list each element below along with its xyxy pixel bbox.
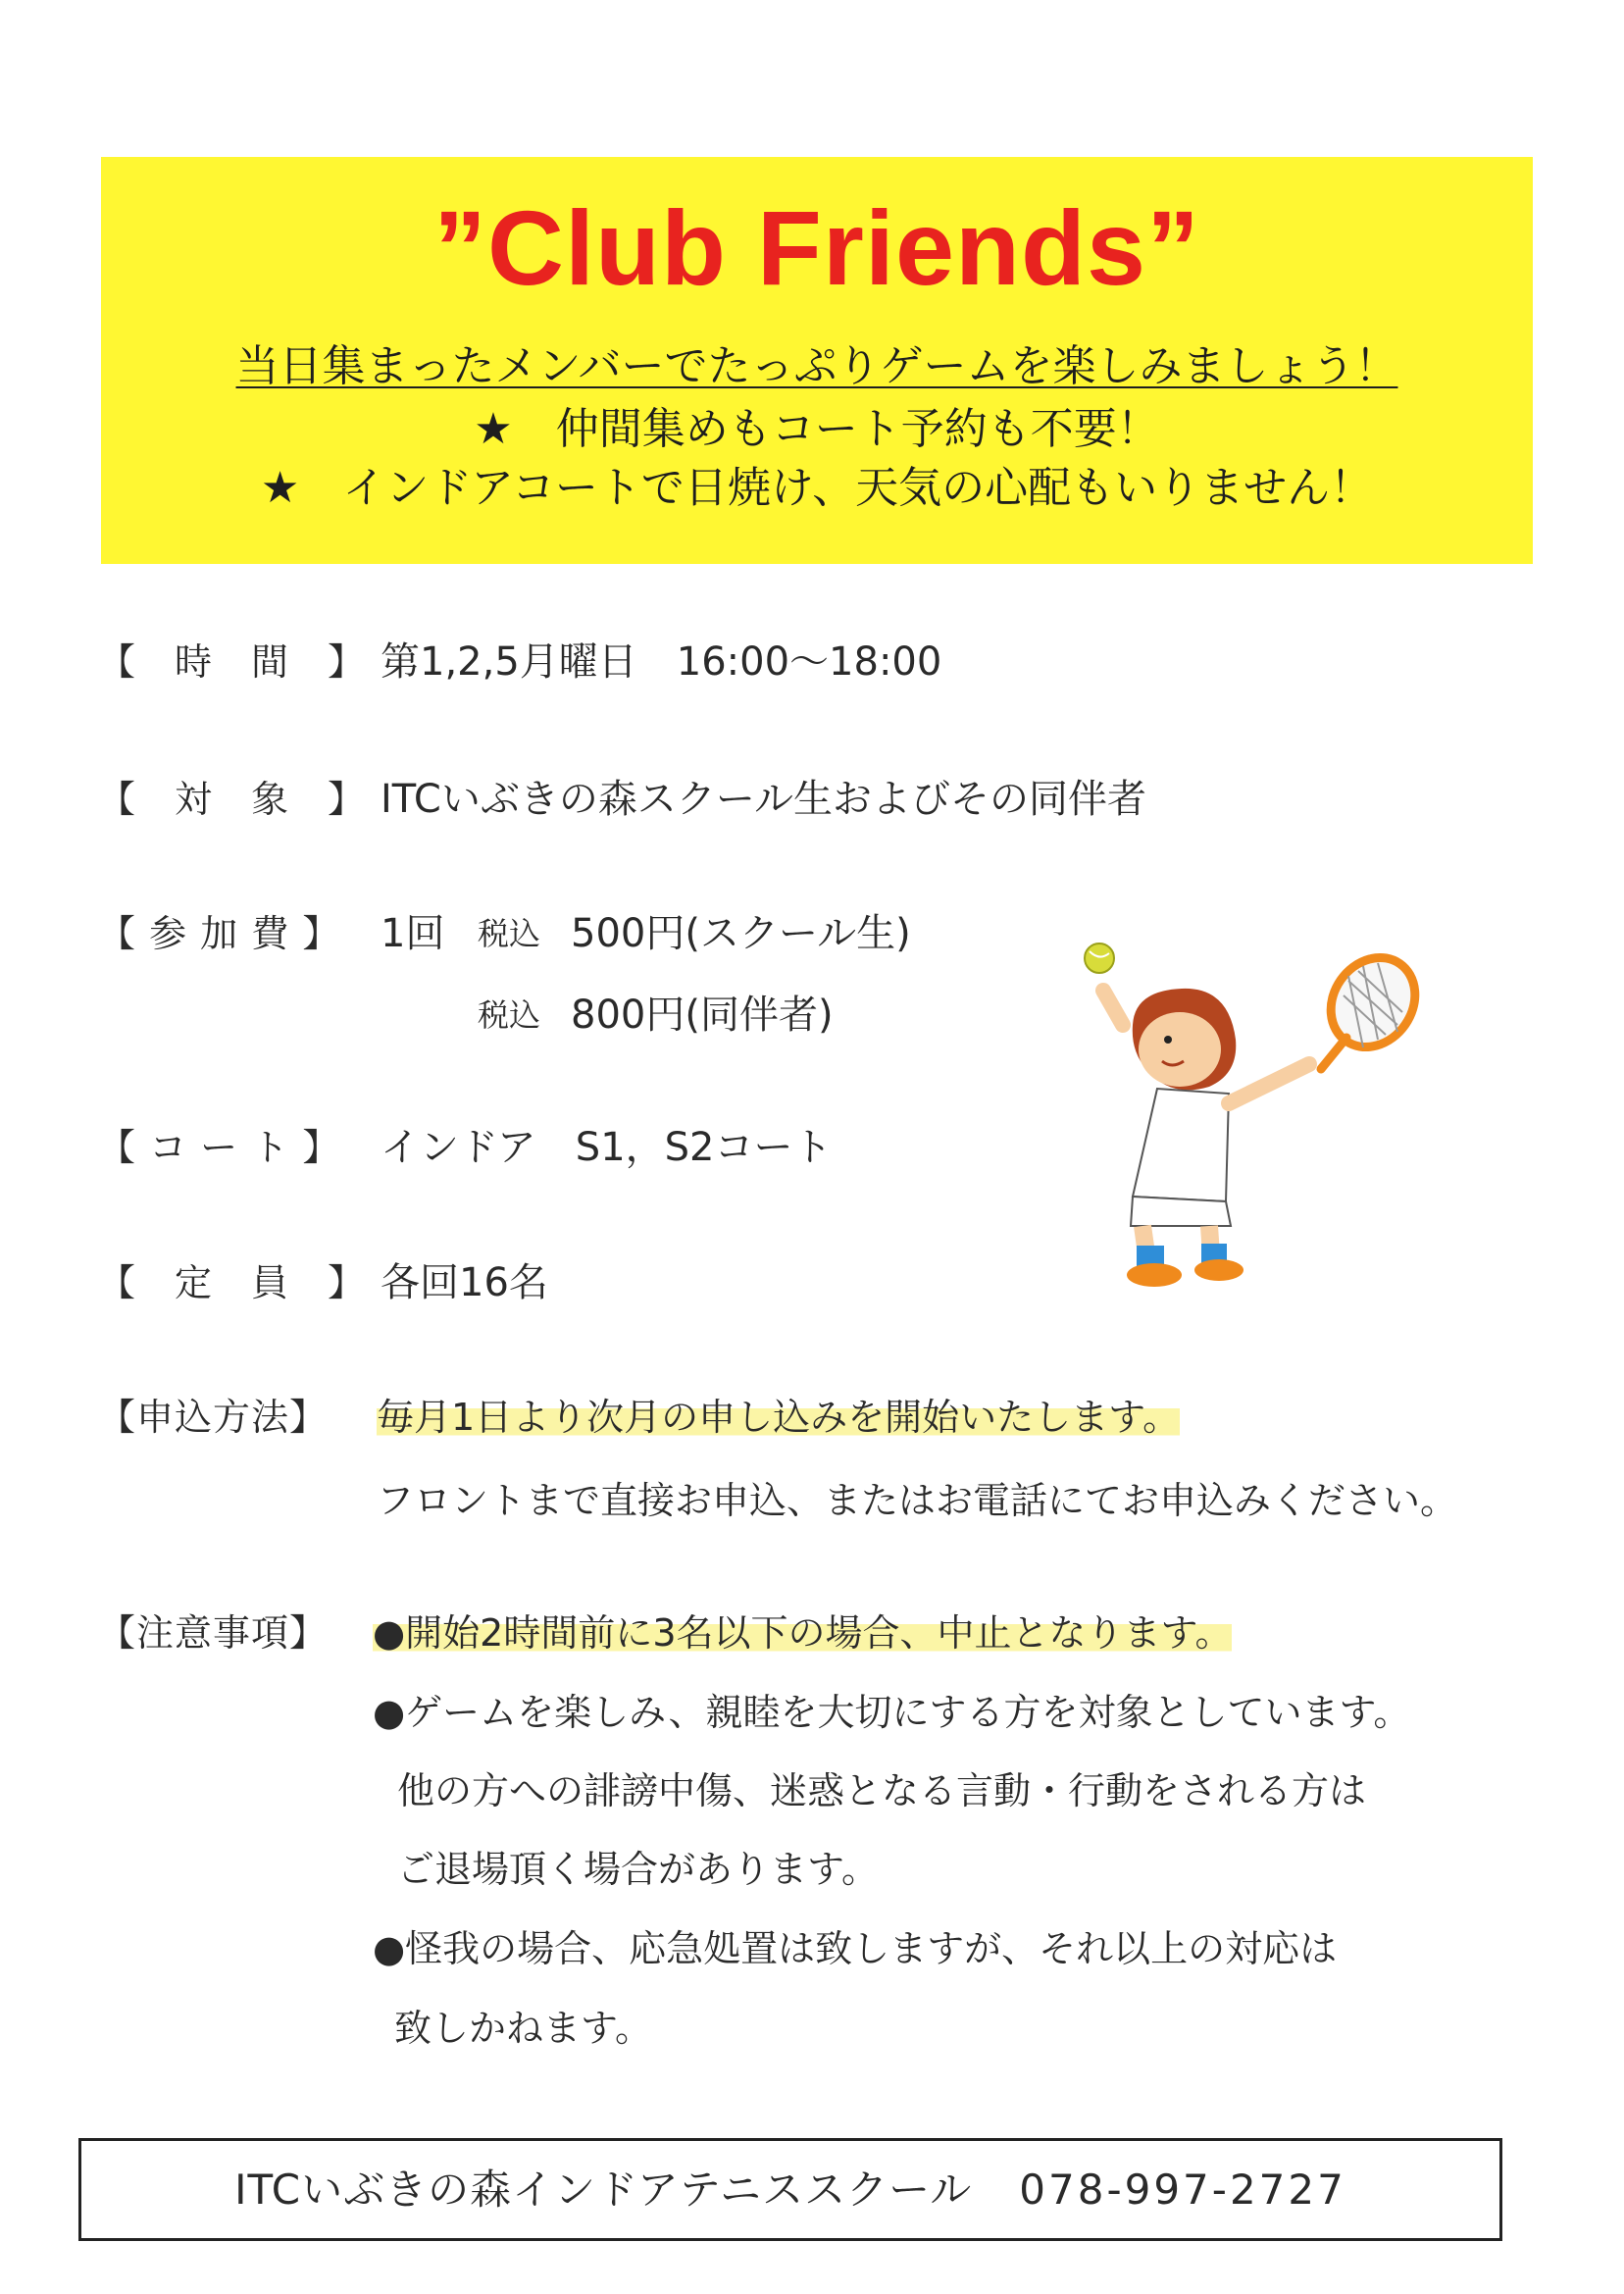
shoe bbox=[1127, 1263, 1182, 1287]
tagline: 当日集まったメンバーでたっぷりゲームを楽しみましょう！ bbox=[235, 341, 1398, 391]
footer-contact bbox=[78, 2138, 1502, 2241]
note-2: ●ゲームを楽しみ、親睦を大切にする方を対象としています。 bbox=[373, 1691, 1411, 1734]
notes-label: 【注意事項】 bbox=[98, 1611, 329, 1655]
notes-row bbox=[0, 1604, 1624, 1662]
time-label: 【 時 間 】 bbox=[98, 640, 367, 684]
target-label: 【 対 象 】 bbox=[98, 778, 367, 821]
capacity-value: 各回16名 bbox=[381, 1260, 548, 1305]
time-row bbox=[0, 633, 1624, 691]
note-2-cont-1: 他の方への誹謗中傷、迷惑となる言動・行動をされる方は bbox=[397, 1769, 1367, 1812]
phone-number: 078-997-2727 bbox=[1019, 2166, 1346, 2214]
face bbox=[1139, 1012, 1221, 1087]
shirt bbox=[1133, 1089, 1229, 1201]
note-2-cont-2: ご退場頂く場合があります。 bbox=[397, 1848, 879, 1891]
tennis-player-illustration bbox=[1064, 932, 1427, 1295]
note-1: ●開始2時間前に3名以下の場合、中止となります。 bbox=[373, 1611, 1233, 1655]
tennis-ball bbox=[1085, 943, 1114, 973]
tennis-racket bbox=[1314, 942, 1427, 1069]
feature-point-1: ★ 仲間集めもコート予約も不要！ bbox=[474, 404, 1160, 454]
school-name: ITCいぶきの森インドアテニススクール bbox=[234, 2166, 973, 2214]
court-value: インドア S1，S2コート bbox=[381, 1125, 833, 1170]
fee-tax-note-guest: 税込 bbox=[478, 996, 541, 1034]
court-label: 【 コ ー ト 】 bbox=[98, 1126, 341, 1169]
apply-row bbox=[0, 1388, 1624, 1447]
note-3: ●怪我の場合、応急処置は致しますが、それ以上の対応は bbox=[373, 1927, 1338, 1970]
capacity-label: 【 定 員 】 bbox=[98, 1261, 367, 1304]
fee-label: 【 参 加 費 】 bbox=[98, 912, 341, 955]
target-value: ITCいぶきの森スクール生およびその同伴者 bbox=[381, 777, 1147, 822]
page-title: ”Club Friends” bbox=[432, 188, 1201, 307]
target-row bbox=[0, 770, 1624, 829]
header-banner bbox=[101, 157, 1533, 564]
shorts bbox=[1131, 1197, 1231, 1226]
time-value: 第1,2,5月曜日 16:00～18:00 bbox=[381, 639, 942, 685]
note-3-cont: 致しかねます。 bbox=[394, 2007, 652, 2050]
fee-tax-note: 税込 bbox=[478, 915, 541, 952]
apply-line-2: フロントまで直接お申込、またはお電話にてお申込みください。 bbox=[377, 1479, 1458, 1522]
fee-member-price: 500円(スクール生) bbox=[571, 911, 911, 956]
feature-point-2: ★ インドアコートで日焼け、天気の心配もいりません！ bbox=[260, 463, 1374, 513]
shoe bbox=[1194, 1259, 1243, 1281]
apply-line-1: 毎月1日より次月の申し込みを開始いたします。 bbox=[377, 1396, 1181, 1439]
apply-label: 【申込方法】 bbox=[98, 1396, 329, 1439]
fee-count: 1回 bbox=[381, 911, 445, 956]
fee-guest-price: 800円(同伴者) bbox=[571, 993, 834, 1038]
